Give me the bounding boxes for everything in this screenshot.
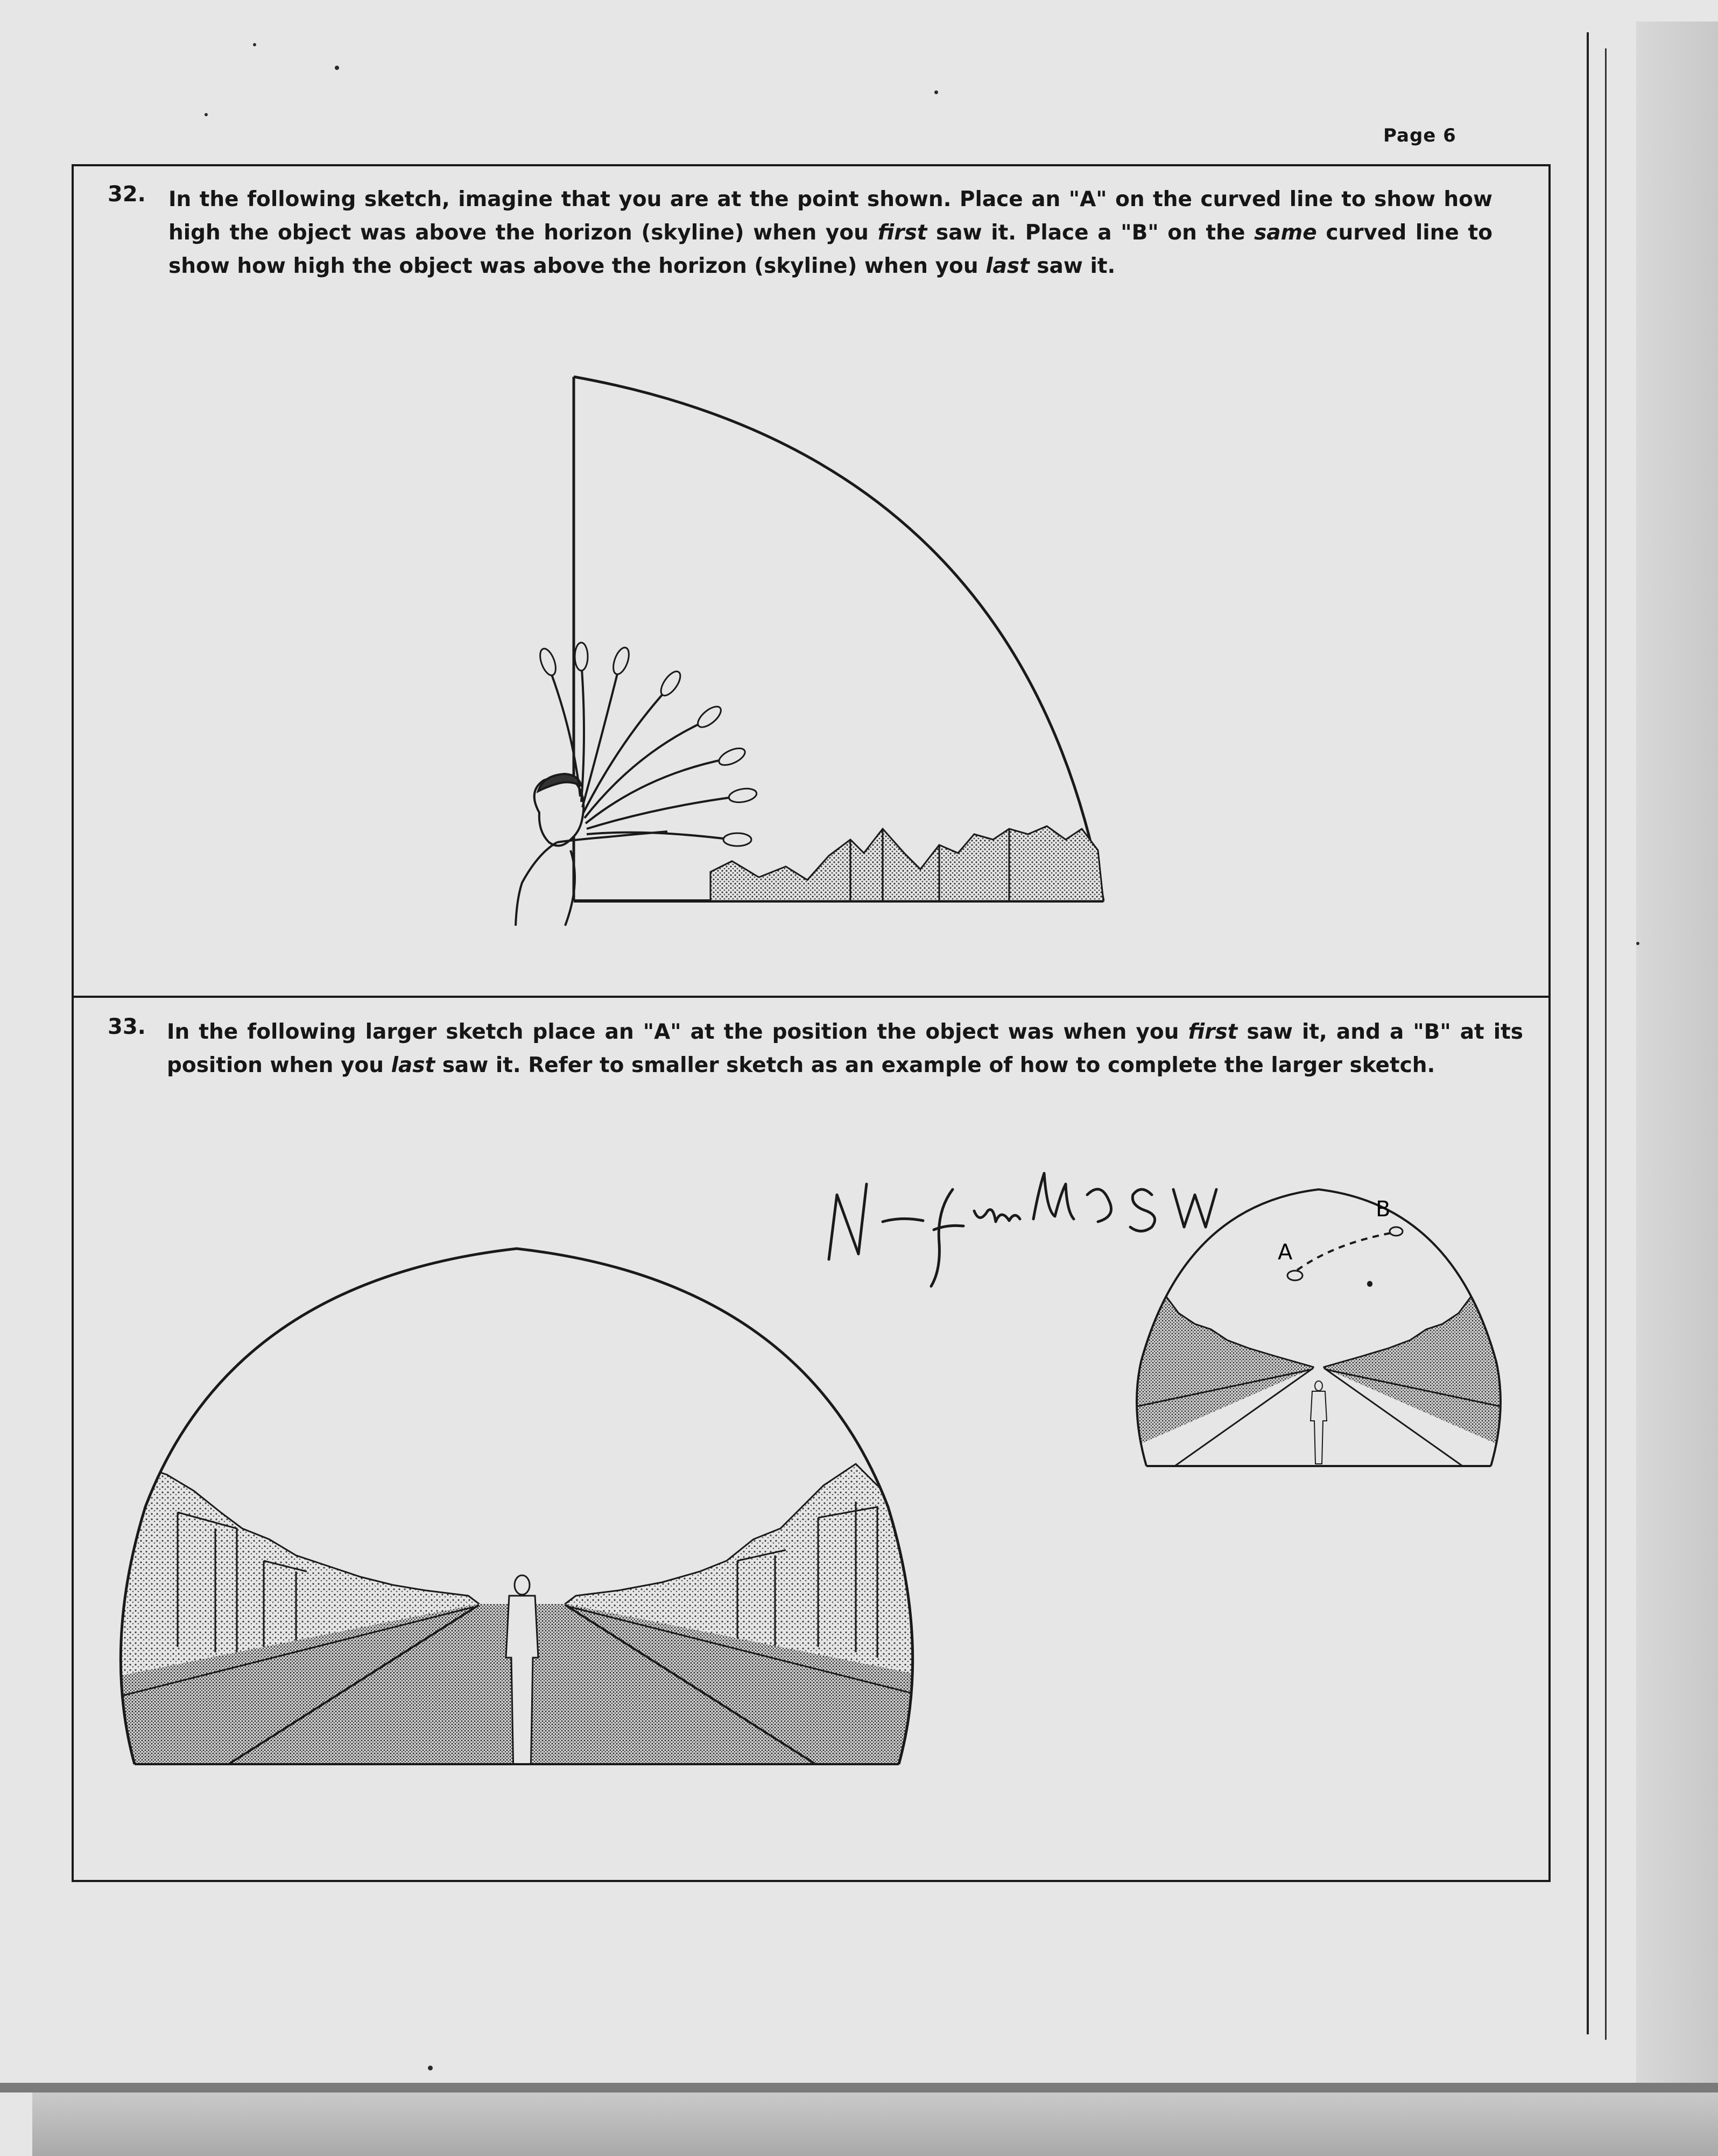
scan-page-edge	[1587, 32, 1589, 2034]
question-32-text-part3: curved line to show how high the object was above the horizon (skyline) when you	[168, 221, 1492, 278]
scan-speck	[205, 113, 208, 116]
elevation-arc-sketch	[506, 366, 1119, 942]
example-object-b	[1390, 1227, 1403, 1236]
scan-right-shadow	[1636, 22, 1718, 2156]
question-33-emphasis-last: last	[391, 1053, 435, 1077]
question-32-number: 32.	[108, 182, 146, 207]
example-label-a: A	[1278, 1240, 1293, 1265]
page-number: Page 6	[1383, 125, 1456, 146]
street-scene-sketch	[102, 1184, 942, 1776]
question-33-text-part1: In the following larger sketch place an "A" at the position the object was when you	[167, 1020, 1188, 1044]
skyline-houses	[710, 826, 1103, 901]
question-32-emphasis-first: first	[877, 221, 927, 245]
question-32-text-part1: In the following sketch, imagine that you are at the point shown. Place an "A" on the curved line to show how high the object was above the horizon (skyline) when you	[168, 187, 1492, 245]
question-33-emphasis-first: first	[1188, 1020, 1238, 1044]
question-32-emphasis-same: same	[1254, 221, 1317, 245]
question-32-text	[168, 183, 1492, 283]
scan-speck	[335, 66, 339, 70]
elevation-curve	[574, 377, 1103, 901]
scan-speck	[934, 90, 938, 94]
question-33-number: 33.	[108, 1014, 146, 1039]
section-divider	[72, 996, 1551, 998]
scan-page-edge-secondary	[1605, 48, 1607, 2040]
question-32-text-part2: saw it. Place a "B" on the	[927, 221, 1255, 245]
question-32-emphasis-last: last	[985, 254, 1030, 278]
question-33-text	[167, 1016, 1523, 1082]
scan-speck	[428, 2066, 433, 2070]
question-33-text-part2: saw it, and a "B" at its position when you	[167, 1020, 1523, 1077]
scan-speck	[253, 43, 256, 46]
example-flight-path	[1297, 1232, 1394, 1270]
scan-bottom-band	[32, 2083, 1718, 2156]
question-33-text-part3: saw it. Refer to smaller sketch as an example of how to complete the larger sketch.	[435, 1053, 1435, 1077]
scan-bottom-edge	[0, 2083, 1718, 2092]
example-object-a	[1287, 1271, 1302, 1280]
example-label-b: B	[1376, 1197, 1391, 1222]
scan-speck	[1636, 942, 1639, 945]
example-sketch	[1119, 1184, 1518, 1475]
question-32-text-part4: saw it.	[1029, 254, 1116, 278]
